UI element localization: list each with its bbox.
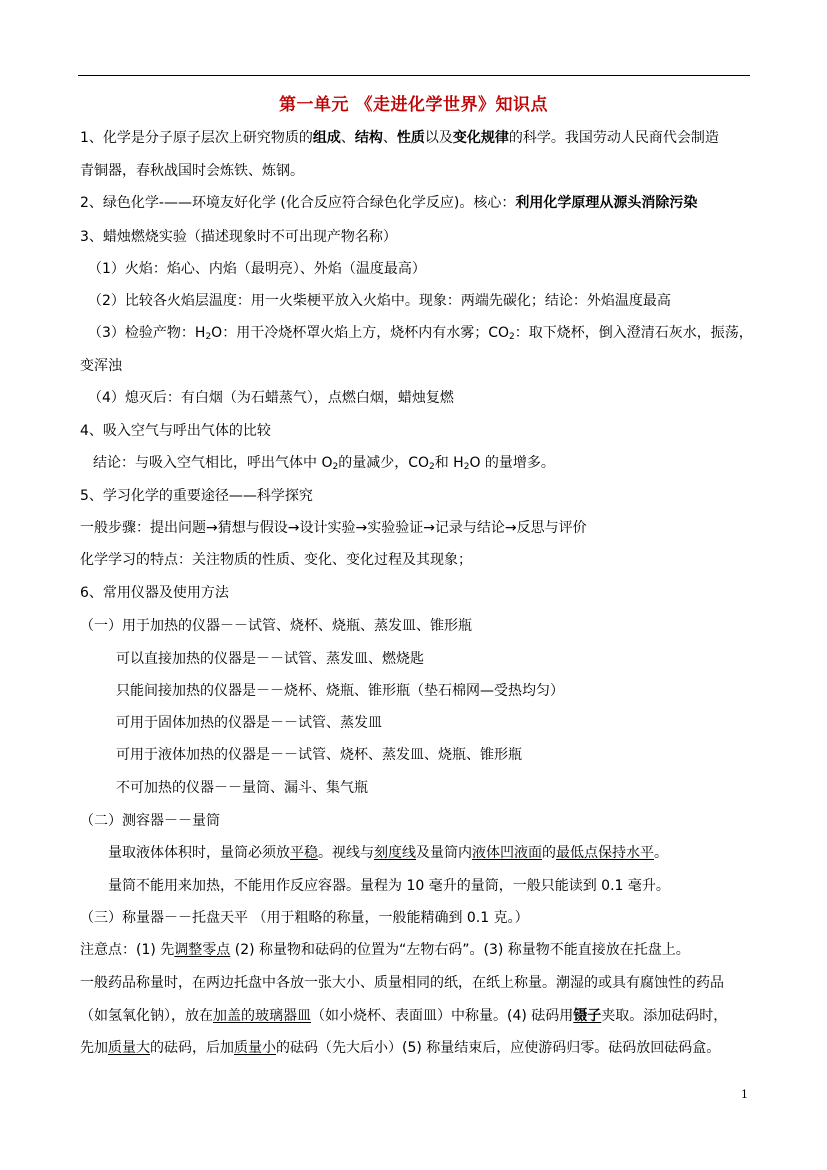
paragraph-3-heading: 3、蜡烛燃烧实验（描述现象时不可出现产物名称） — [80, 229, 397, 245]
heating-liquid: 可用于液体加热的仪器是－－试管、烧杯、蒸发皿、烧瓶、锥形瓶 — [116, 747, 522, 763]
text: ：取下烧杯，倒入澄清石灰水，振荡， — [514, 325, 753, 341]
heating-indirect: 只能间接加热的仪器是－－烧杯、烧瓶、锥形瓶（垫石棉网—受热均匀） — [116, 683, 564, 699]
paragraph-4-heading: 4、吸入空气与呼出气体的比较 — [80, 423, 271, 439]
text: （如氢氧化钠），放在 — [80, 1008, 213, 1024]
text: 。 — [654, 845, 668, 861]
text: (2) 称量物和砝码的位置为“左物右码”。(3) 称量物不能直接放在托盘上。 — [230, 942, 690, 958]
notes-line-4 — [80, 1038, 752, 1058]
bold-term-composition: 组成 — [312, 130, 341, 146]
text: 的砝码（先大后小）(5) 称量结束后，应使游码归零。砝码放回砝码盒。 — [276, 1040, 721, 1056]
paragraph-3-item-3-line-2: 变浑浊 — [80, 358, 122, 374]
subscript: 2 — [332, 462, 339, 472]
text: 先加 — [80, 1040, 108, 1056]
paragraph-1-line-1 — [80, 128, 752, 148]
paragraph-4-conclusion — [93, 453, 765, 477]
notes-line-3 — [80, 1006, 752, 1026]
text: 的 — [542, 845, 556, 861]
paragraph-3-item-3-line-1 — [88, 323, 760, 347]
paragraph-3-item-2: （2）比较各火焰层温度：用一火柴梗平放入火焰中。现象：两端先碳化；结论：外焰温度最高 — [88, 293, 671, 309]
text: 夹取。添加砝码时， — [601, 1008, 728, 1024]
section-heating-instruments: （一）用于加热的仪器－－试管、烧杯、烧瓶、蒸发皿、锥形瓶 — [80, 618, 472, 634]
text: 、 — [382, 130, 397, 146]
text: 的科学。我国劳动人民商代会制造 — [508, 130, 719, 146]
underlined-term: 平稳 — [290, 845, 318, 861]
paragraph-5-steps: 一般步骤：提出问题→猜想与假设→设计实验→实验验证→记录与结论→反思与评价 — [80, 520, 587, 536]
bold-term-structure: 结构 — [354, 130, 383, 146]
paragraph-6-heading: 6、常用仪器及使用方法 — [80, 585, 229, 601]
text: 和 H — [434, 455, 464, 471]
paragraph-5-heading: 5、学习化学的重要途径——科学探究 — [80, 488, 313, 504]
paragraph-5-features: 化学学习的特点：关注物质的性质、变化、变化过程及其现象； — [80, 552, 472, 568]
underlined-term: 质量大 — [108, 1040, 150, 1056]
bold-term-change-law: 变化规律 — [452, 130, 509, 146]
header-rule — [78, 75, 750, 76]
subscript: 2 — [429, 462, 435, 472]
notes-line-2: 一般药品称量时，在两边托盘中各放一张大小、质量相同的纸，在纸上称量。潮湿的或具有腐蚀性的药品 — [80, 975, 724, 991]
text: O：用干冷烧杯罩火焰上方，烧杯内有水雾；CO — [211, 325, 509, 341]
section-balance: （三）称量器－－托盘天平 （用于粗略的称量，一般能精确到 0.1 克。） — [80, 910, 529, 926]
text: O 的量增多。 — [469, 455, 555, 471]
cylinder-notes: 量筒不能用来加热，不能用作反应容器。量程为 10 毫升的量筒，一般只能读到 0.1 毫升。 — [108, 878, 670, 894]
text: 量取液体体积时，量筒必须放 — [108, 845, 290, 861]
paragraph-3-item-1: （1）火焰：焰心、内焰（最明亮）、外焰（温度最高） — [88, 261, 426, 277]
text: 以及 — [424, 130, 453, 146]
text: 注意点：(1) 先 — [80, 942, 175, 958]
text: 结论：与吸入空气相比，呼出气体中 O — [93, 455, 333, 471]
underlined-term: 液体凹液面 — [472, 845, 542, 861]
underlined-bold-term: 镊子 — [573, 1008, 602, 1024]
paragraph-1-line-2: 青铜器，春秋战国时会炼铁、炼钢。 — [80, 163, 304, 179]
underlined-term: 加盖的玻璃器皿 — [213, 1008, 311, 1024]
text: 、 — [340, 130, 355, 146]
text: （3）检验产物：H — [88, 325, 206, 341]
subscript: 2 — [509, 332, 515, 342]
text: 1、化学是分子原子层次上研究物质的 — [80, 130, 313, 146]
bold-term-property: 性质 — [396, 130, 425, 146]
text: 。视线与 — [318, 845, 374, 861]
text: （如小烧杯、表面皿）中称量。(4) 砝码用 — [311, 1008, 574, 1024]
notes-line-1 — [80, 940, 752, 960]
underlined-term: 保持水平 — [598, 845, 654, 861]
text: 的量减少，CO — [338, 455, 429, 471]
heating-direct: 可以直接加热的仪器是－－试管、蒸发皿、燃烧匙 — [116, 651, 424, 667]
text: 的砝码，后加 — [150, 1040, 234, 1056]
page-number: 1 — [741, 1088, 748, 1101]
heating-solid: 可用于固体加热的仪器是－－试管、蒸发皿 — [116, 715, 382, 731]
paragraph-2 — [80, 193, 752, 213]
cylinder-reading-rule — [108, 843, 780, 863]
subscript: 2 — [205, 332, 212, 342]
section-measuring-cylinder: （二）测容器－－量筒 — [80, 813, 220, 829]
text: 及量筒内 — [416, 845, 472, 861]
bold-core-statement: 利用化学原理从源头消除污染 — [515, 195, 698, 211]
underlined-term: 质量小 — [234, 1040, 276, 1056]
page-title: 第一单元 《走进化学世界》知识点 — [279, 95, 548, 115]
non-heatable: 不可加热的仪器－－量筒、漏斗、集气瓶 — [116, 780, 368, 796]
underlined-term: 刻度线 — [374, 845, 416, 861]
subscript: 2 — [463, 462, 470, 472]
paragraph-3-item-4: （4）熄灭后：有白烟（为石蜡蒸气），点燃白烟，蜡烛复燃 — [88, 390, 454, 406]
underlined-term: 最低点 — [556, 845, 598, 861]
text: 2、绿色化学-——环境友好化学 (化合反应符合绿色化学反应)。核心： — [80, 195, 516, 211]
underlined-term: 调整零点 — [174, 942, 231, 958]
